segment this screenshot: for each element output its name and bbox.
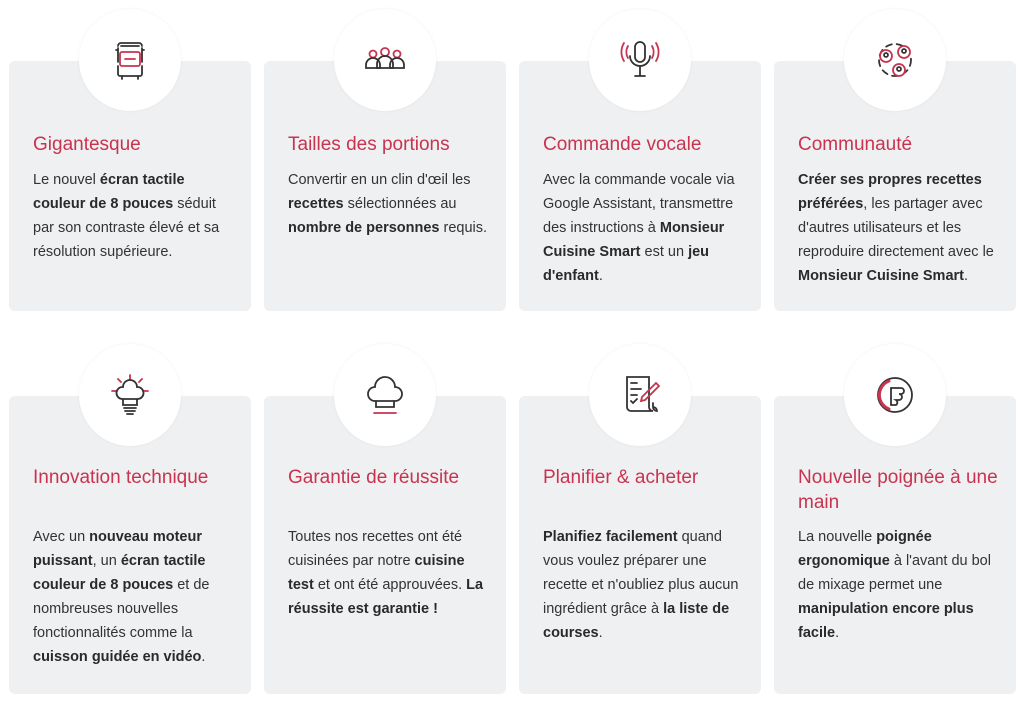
community-network-icon [844,9,946,111]
card-text-segment: et ont été approuvées. [313,577,467,593]
card-title: Tailles des portions [288,134,450,155]
card-text-segment: . [598,625,603,641]
card-text [33,168,237,264]
card-text [798,168,1002,288]
card-text-bold: écran tactile couleur de 8 pouces [33,553,206,593]
card-text-segment: . [201,649,206,665]
card-text-bold: recettes [288,196,344,212]
card-text-segment: . [598,268,603,284]
card-text [543,525,747,645]
card-text-bold: nouveau moteur puissant [33,529,202,569]
card-text-segment: est un [640,244,689,260]
card-text-bold: Créer ses propres recettes préférées [798,172,982,212]
card-text-segment: sélectionnées au [343,196,457,212]
handle-grip-icon [844,344,946,446]
card-text-bold: Monsieur Cuisine Smart [543,220,725,260]
card-text-segment: à l'avant du bol de mixage permet une [798,553,991,593]
card-title: Nouvelle poignée à une main [798,467,998,513]
card-text-bold: Monsieur Cuisine Smart [798,268,964,284]
card-text-bold: La réussite est garantie ! [288,577,484,617]
card-text-segment: , un [92,553,121,569]
card-text-bold: écran tactile couleur de 8 pouces [33,172,185,212]
card-text-bold: nombre de personnes [288,220,440,236]
card-text-segment: Toutes nos recettes ont été cuisinées par notre [288,529,463,569]
shopping-list-icon [589,344,691,446]
card-text-segment: et de nombreuses nouvelles fonctionnalités comme la [33,577,210,641]
card-text-segment: quand vous voulez préparer une recette et n'oubliez plus aucun ingrédient grâce à [543,529,739,617]
chef-hat-icon [334,344,436,446]
card-text-bold: jeu d'enfant [543,244,710,284]
card-text-bold: poignée ergonomique [798,529,932,569]
card-text-bold: Planifiez facilement [543,529,678,545]
card-text-bold: cuisine test [288,553,465,593]
card-title: Garantie de réussite [288,467,460,488]
lightbulb-chef-hat-icon [79,344,181,446]
people-group-icon [334,9,436,111]
card-text [798,525,1002,645]
card-text-segment: requis. [439,220,488,236]
card-text-segment: Avec la commande vocale via Google Assistant, transmettre des instructions à [543,172,735,236]
card-text-segment: Le nouvel [33,172,100,188]
card-text-segment: . [835,625,840,641]
card-text-bold: cuisson guidée en vidéo [33,649,202,665]
card-title: Commande vocale [543,134,702,155]
card-text-segment: Avec un [33,529,90,545]
card-text [288,525,492,621]
card-text-segment: , les partager avec d'autres utilisateurs et les reproduire directement avec le [798,196,994,260]
card-text-segment: . [963,268,969,284]
card-title: Innovation technique [33,467,209,488]
thermomix-device-icon [79,9,181,111]
card-title: Gigantesque [33,134,141,155]
card-text-bold: la liste de courses [543,601,730,641]
card-text [543,168,747,288]
card-text [33,525,237,669]
card-title: Communauté [798,134,913,155]
card-text-segment: Convertir en un clin d'œil les [288,172,471,188]
card-title: Planifier & acheter [543,467,699,488]
microphone-icon [589,9,691,111]
card-text-segment: séduit par son contraste élevé et sa résolution supérieure. [33,196,220,260]
card-text-segment: La nouvelle [798,529,877,545]
card-text [288,168,492,240]
card-text-bold: manipulation encore plus facile [798,601,974,641]
